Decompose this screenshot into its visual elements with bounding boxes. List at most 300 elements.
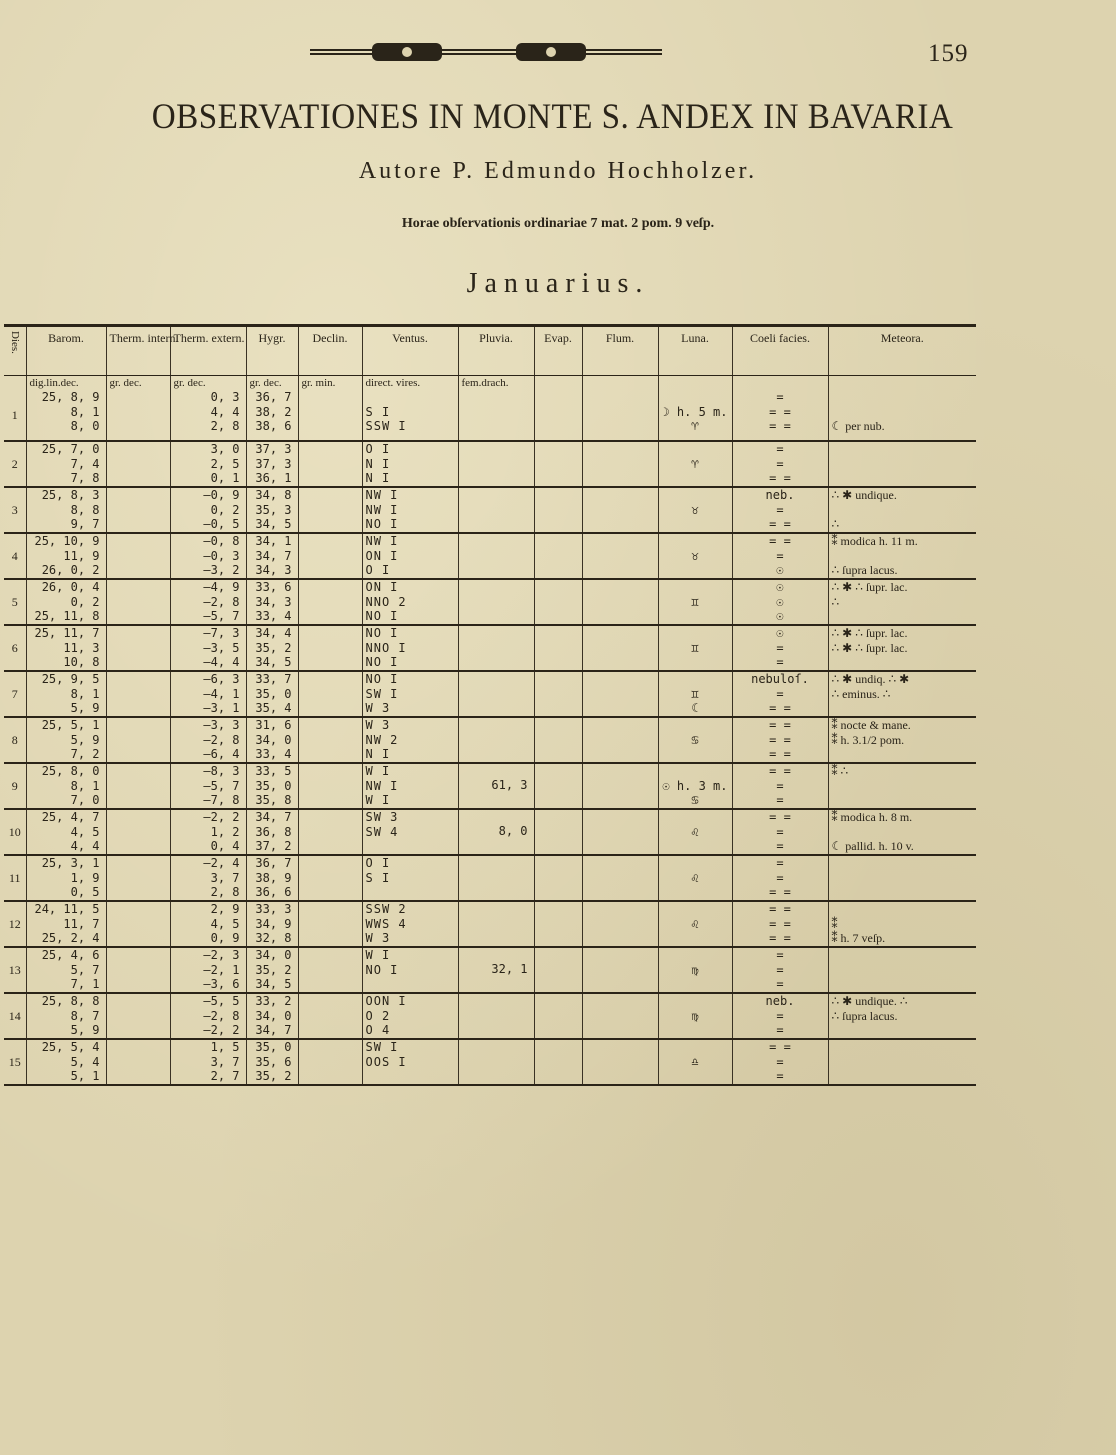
barom-cell-line: 11, 3: [63, 640, 100, 655]
therm-intern-cell: [106, 1039, 170, 1085]
declin-cell: [298, 717, 362, 763]
ventus-cell-line: W I: [365, 793, 391, 807]
day-cell-value: 14: [8, 1008, 21, 1023]
barom-cell-line: 4, 5: [70, 824, 100, 839]
luna-cell-line: [662, 1069, 729, 1084]
luna-cell-line: [662, 718, 729, 733]
luna-cell-line: ♋: [691, 793, 699, 807]
declin-cell: [298, 993, 362, 1039]
hygr-cell-line: 34, 3: [255, 594, 292, 609]
coeli-facies-cell-line: = =: [769, 810, 791, 824]
day-cell-value: 8: [11, 732, 18, 747]
ventus-cell: [362, 993, 458, 1039]
day-cell-value: 4: [11, 548, 18, 563]
header-barom: Barom.: [26, 326, 106, 376]
coeli-facies-cell-line: =: [776, 856, 784, 870]
luna-cell: [658, 671, 732, 717]
hygr-cell-line: 38, 6: [255, 419, 292, 433]
unit-therm-extern: gr. dec.: [170, 376, 246, 391]
barom-cell-line: 0, 5: [70, 885, 100, 899]
day-cell-value: 9: [11, 778, 18, 793]
luna-cell: [658, 763, 732, 809]
coeli-facies-cell-line: = =: [769, 517, 791, 531]
therm-extern-cell-line: 0, 3: [210, 390, 240, 404]
therm-extern-cell-line: —7, 3: [203, 626, 240, 640]
table-row: [4, 901, 976, 947]
ventus-cell-line: ON I: [365, 548, 399, 563]
barom-cell-line: 8, 1: [70, 778, 100, 793]
day-cell-value: 2: [11, 456, 18, 471]
coeli-facies-cell-line: = =: [769, 902, 791, 916]
therm-extern-cell-line: —0, 8: [203, 534, 240, 548]
day-cell-value: 13: [8, 962, 21, 977]
therm-extern-cell-line: —6, 4: [203, 747, 240, 761]
declin-cell: [298, 809, 362, 855]
table-row: [4, 809, 976, 855]
declin-cell: [298, 390, 362, 441]
hygr-cell: [246, 390, 298, 441]
unit-meteora: [828, 376, 976, 391]
coeli-facies-cell-line: =: [776, 442, 784, 456]
barom-cell-line: 11, 9: [63, 548, 100, 563]
day-cell-value: 1: [11, 407, 18, 422]
day-cell: [4, 1039, 26, 1085]
pluvia-cell: [458, 487, 534, 533]
luna-cell-line: ♊: [691, 640, 699, 655]
meteora-cell: [828, 809, 976, 855]
meteora-cell-line: ∴ ✱ undique. ∴: [831, 994, 908, 1008]
therm-extern-cell-line: —2, 8: [203, 1008, 240, 1023]
day-cell-value: 5: [11, 594, 18, 609]
luna-cell-line: [662, 488, 729, 503]
coeli-facies-cell-line: =: [776, 977, 784, 991]
day-cell: [4, 717, 26, 763]
therm-extern-cell-line: —2, 8: [203, 594, 240, 609]
coeli-facies-cell-line: = =: [769, 701, 791, 715]
coeli-facies-cell-line: =: [776, 778, 784, 793]
coeli-facies-cell: [732, 947, 828, 993]
therm-extern-cell-line: —3, 6: [203, 977, 240, 991]
header-declin: Declin.: [298, 326, 362, 376]
coeli-facies-cell-line: =: [776, 655, 784, 669]
ventus-cell-line: W 3: [365, 718, 391, 732]
declin-cell: [298, 625, 362, 671]
meteora-cell-line: ∴: [831, 594, 840, 609]
meteora-cell: [828, 487, 976, 533]
evap-cell: [534, 763, 582, 809]
hygr-cell-line: 35, 4: [255, 701, 292, 715]
flum-cell: [582, 855, 658, 901]
hygr-cell: [246, 763, 298, 809]
hygr-cell-line: 35, 0: [255, 1040, 292, 1054]
meteora-cell-line: [832, 793, 974, 808]
ventus-cell: [362, 1039, 458, 1085]
pluvia-cell: [458, 533, 534, 579]
barom-cell-line: 25, 8, 0: [41, 764, 100, 778]
ventus-cell: [362, 763, 458, 809]
luna-cell: [658, 441, 732, 487]
ventus-cell: [362, 855, 458, 901]
ventus-cell-line: [366, 885, 455, 900]
hygr-cell-line: 34, 0: [255, 948, 292, 962]
barom-cell-line: 25, 7, 0: [41, 442, 100, 456]
ventus-cell: [362, 809, 458, 855]
therm-extern-cell: [170, 533, 246, 579]
ventus-cell-line: SW I: [365, 686, 399, 701]
hygr-cell-line: 33, 4: [255, 609, 292, 623]
luna-cell-line: ♌: [691, 870, 699, 885]
day-cell: [4, 579, 26, 625]
therm-intern-cell: [106, 533, 170, 579]
luna-cell-line: ♈: [691, 419, 699, 433]
day-cell-value: 7: [11, 686, 18, 701]
header-meteora: Meteora.: [828, 326, 976, 376]
luna-cell: [658, 901, 732, 947]
meteora-cell-line: ∴ ſupra lacus.: [831, 1008, 898, 1023]
flum-cell: [582, 809, 658, 855]
meteora-cell-line: [832, 655, 974, 670]
therm-intern-cell: [106, 855, 170, 901]
therm-extern-cell-line: —4, 4: [203, 655, 240, 669]
day-cell: [4, 671, 26, 717]
luna-cell-line: [662, 390, 729, 405]
therm-extern-cell: [170, 579, 246, 625]
hygr-cell-line: 34, 7: [255, 1023, 292, 1037]
pluvia-cell-value: 61, 3: [491, 778, 528, 792]
coeli-facies-cell-line: =: [776, 1008, 784, 1023]
barom-cell-line: 5, 9: [70, 701, 100, 715]
declin-cell: [298, 533, 362, 579]
pluvia-cell: [458, 671, 534, 717]
therm-extern-cell-line: —2, 4: [203, 856, 240, 870]
ventus-cell-line: NW I: [365, 534, 399, 548]
barom-cell: [26, 993, 106, 1039]
meteora-cell-line: [832, 390, 974, 405]
hygr-cell-line: 34, 7: [255, 810, 292, 824]
ventus-cell-line: O I: [365, 856, 391, 870]
barom-cell: [26, 625, 106, 671]
barom-cell-line: 7, 4: [70, 456, 100, 471]
coeli-facies-cell: [732, 717, 828, 763]
hygr-cell-line: 34, 4: [255, 626, 292, 640]
coeli-facies-cell: [732, 1039, 828, 1085]
hygr-cell-line: 33, 2: [255, 994, 292, 1008]
barom-cell: [26, 809, 106, 855]
coeli-facies-cell: [732, 763, 828, 809]
coeli-facies-cell-line: = =: [769, 916, 791, 931]
ventus-cell-line: W 3: [365, 931, 391, 945]
ventus-cell-line: N I: [365, 747, 391, 761]
ventus-cell-line: NW I: [365, 778, 399, 793]
luna-cell-line: [662, 1023, 729, 1038]
coeli-facies-cell-line: =: [776, 793, 784, 807]
meteora-cell: [828, 579, 976, 625]
hygr-cell-line: 35, 2: [255, 962, 292, 977]
luna-cell: [658, 487, 732, 533]
ventus-cell-line: NW I: [365, 488, 399, 502]
therm-extern-cell-line: 2, 9: [210, 902, 240, 916]
table-row: [4, 579, 976, 625]
barom-cell-line: 25, 3, 1: [41, 856, 100, 870]
ventus-cell-line: N I: [365, 456, 391, 471]
header-evap: Evap.: [534, 326, 582, 376]
table-row: [4, 717, 976, 763]
unit-pluvia: fem.drach.: [458, 376, 534, 391]
luna-cell-line: [662, 563, 729, 578]
barom-cell: [26, 855, 106, 901]
barom-cell-line: 5, 9: [70, 1023, 100, 1037]
luna-cell-line: ♈: [691, 456, 699, 471]
meteora-cell: [828, 763, 976, 809]
coeli-facies-cell: [732, 579, 828, 625]
therm-extern-cell-line: —0, 9: [203, 488, 240, 502]
coeli-facies-cell-line: = =: [769, 471, 791, 485]
ventus-cell-line: O 4: [365, 1023, 391, 1037]
hygr-cell: [246, 717, 298, 763]
meteora-cell: [828, 1039, 976, 1085]
luna-cell: [658, 390, 732, 441]
meteora-cell-line: [832, 1023, 974, 1038]
barom-cell-line: 25, 11, 8: [34, 609, 100, 623]
pluvia-cell: [458, 717, 534, 763]
table-row: [4, 1039, 976, 1085]
pluvia-cell: [458, 855, 534, 901]
luna-cell-line: [662, 977, 729, 992]
hygr-cell: [246, 487, 298, 533]
barom-cell: [26, 717, 106, 763]
evap-cell: [534, 579, 582, 625]
ventus-cell-line: NNO 2: [365, 594, 407, 609]
therm-intern-cell: [106, 487, 170, 533]
day-cell-value: 10: [8, 824, 21, 839]
therm-intern-cell: [106, 763, 170, 809]
meteora-cell: [828, 717, 976, 763]
luna-cell: [658, 579, 732, 625]
coeli-facies-cell-line: = =: [769, 419, 791, 433]
declin-cell: [298, 901, 362, 947]
ventus-cell-line: NO I: [365, 517, 399, 531]
ventus-cell-line: NO I: [365, 655, 399, 669]
therm-extern-cell: [170, 487, 246, 533]
therm-extern-cell-line: —0, 3: [203, 548, 240, 563]
evap-cell: [534, 1039, 582, 1085]
coeli-facies-cell-line: = =: [769, 1040, 791, 1054]
table-body: [4, 390, 976, 1085]
author-line: Autore P. Edmundo Hochholzer.: [358, 158, 758, 184]
flum-cell: [582, 487, 658, 533]
therm-intern-cell: [106, 901, 170, 947]
luna-cell-line: ♌: [691, 824, 699, 839]
barom-cell-line: 4, 4: [70, 839, 100, 853]
pluvia-cell: [458, 390, 534, 441]
ventus-cell-line: [366, 977, 455, 992]
hygr-cell: [246, 855, 298, 901]
hygr-cell-line: 33, 5: [255, 764, 292, 778]
hygr-cell: [246, 947, 298, 993]
day-cell: [4, 809, 26, 855]
ventus-cell: [362, 671, 458, 717]
ventus-cell-line: [366, 839, 455, 854]
luna-cell-line: ♋: [691, 732, 699, 747]
hygr-cell-line: 33, 3: [255, 902, 292, 916]
meteora-cell-line: [832, 779, 974, 794]
therm-extern-cell: [170, 671, 246, 717]
luna-cell: [658, 1039, 732, 1085]
hygr-cell-line: 37, 2: [255, 839, 292, 853]
hygr-cell-line: 33, 6: [255, 580, 292, 594]
hygr-cell-line: 34, 8: [255, 488, 292, 502]
barom-cell: [26, 1039, 106, 1085]
ventus-cell: [362, 441, 458, 487]
luna-cell-line: ♉: [691, 502, 699, 517]
pluvia-cell-value: 32, 1: [491, 962, 528, 976]
therm-extern-cell-line: 2, 8: [210, 419, 240, 433]
unit-flum: [582, 376, 658, 391]
pluvia-cell: [458, 441, 534, 487]
coeli-facies-cell-line: =: [776, 390, 784, 404]
day-cell: [4, 625, 26, 671]
ventus-cell-line: OOS I: [365, 1054, 407, 1069]
hygr-cell: [246, 901, 298, 947]
page-number: 159: [928, 40, 969, 67]
ventus-cell-line: SSW 2: [365, 902, 407, 916]
pluvia-cell: [458, 809, 534, 855]
therm-intern-cell: [106, 579, 170, 625]
flum-cell: [582, 441, 658, 487]
therm-extern-cell-line: —3, 5: [203, 640, 240, 655]
luna-cell-line: [662, 580, 729, 595]
therm-extern-cell-line: 0, 1: [210, 471, 240, 485]
ventus-cell-line: W 3: [365, 701, 391, 715]
therm-extern-cell-line: —2, 8: [203, 732, 240, 747]
luna-cell-line: ♌: [691, 916, 699, 931]
barom-cell-line: 8, 8: [70, 502, 100, 517]
hygr-cell-line: 33, 4: [255, 747, 292, 761]
coeli-facies-cell-line: nebuloſ.: [751, 672, 809, 686]
therm-extern-cell: [170, 809, 246, 855]
therm-extern-cell-line: —2, 1: [203, 962, 240, 977]
coeli-facies-cell-line: neb.: [765, 488, 795, 502]
therm-extern-cell-line: —4, 1: [203, 686, 240, 701]
therm-extern-cell: [170, 855, 246, 901]
day-cell-value: 15: [8, 1054, 21, 1069]
luna-cell: [658, 717, 732, 763]
therm-extern-cell-line: 3, 7: [210, 870, 240, 885]
coeli-facies-cell-line: =: [776, 502, 784, 517]
evap-cell: [534, 809, 582, 855]
meteora-cell-line: ⁑: [831, 916, 838, 931]
flum-cell: [582, 947, 658, 993]
observation-table: [4, 324, 976, 1086]
meteora-cell-line: ∴ ✱ ∴ ſupr. lac.: [831, 580, 908, 594]
ventus-cell-line: W I: [365, 948, 391, 962]
barom-cell-line: 10, 8: [63, 655, 100, 669]
therm-extern-cell: [170, 947, 246, 993]
therm-extern-cell: [170, 1039, 246, 1085]
luna-cell-line: [662, 931, 729, 946]
luna-cell-line: ☉ h. 3 m.: [662, 778, 728, 793]
luna-cell-line: ♊: [691, 594, 699, 609]
hygr-cell: [246, 809, 298, 855]
therm-extern-cell: [170, 901, 246, 947]
coeli-facies-cell: [732, 809, 828, 855]
barom-cell-line: 0, 2: [70, 594, 100, 609]
luna-cell: [658, 809, 732, 855]
day-cell: [4, 533, 26, 579]
meteora-cell-line: ☾ pallid. h. 10 v.: [831, 839, 914, 853]
meteora-cell: [828, 390, 976, 441]
barom-cell: [26, 390, 106, 441]
header-therm-intern: Therm. intern.: [106, 326, 170, 376]
hygr-cell-line: 35, 0: [255, 686, 292, 701]
meteora-cell-line: ⁑ modica h. 11 m.: [831, 534, 918, 548]
ventus-cell-line: SW 3: [365, 810, 399, 824]
barom-cell-line: 8, 1: [70, 686, 100, 701]
day-cell: [4, 487, 26, 533]
evap-cell: [534, 390, 582, 441]
coeli-facies-cell: [732, 441, 828, 487]
coeli-facies-cell: [732, 993, 828, 1039]
luna-cell-line: [662, 626, 729, 641]
hygr-cell: [246, 671, 298, 717]
ventus-cell-line: O 2: [365, 1008, 391, 1023]
barom-cell-line: 7, 8: [70, 471, 100, 485]
ventus-cell-line: [366, 1069, 455, 1084]
ventus-cell-line: S I: [365, 870, 391, 885]
table-row: [4, 947, 976, 993]
coeli-facies-cell-line: ☉: [776, 563, 784, 577]
declin-cell: [298, 671, 362, 717]
unit-declin: gr. min.: [298, 376, 362, 391]
meteora-cell: [828, 671, 976, 717]
ventus-cell-line: O I: [365, 442, 391, 456]
therm-extern-cell-line: —2, 3: [203, 948, 240, 962]
meteora-cell-line: ∴ ✱ ∴ ſupr. lac.: [831, 626, 908, 640]
evap-cell: [534, 717, 582, 763]
luna-cell-line: ☾: [691, 701, 699, 715]
barom-cell-line: 5, 4: [70, 1054, 100, 1069]
meteora-cell-line: [832, 549, 974, 564]
day-cell: [4, 441, 26, 487]
unit-evap: [534, 376, 582, 391]
hygr-cell-line: 35, 6: [255, 1054, 292, 1069]
coeli-facies-cell-line: = =: [769, 764, 791, 778]
evap-cell: [534, 533, 582, 579]
therm-intern-cell: [106, 625, 170, 671]
hygr-cell-line: 36, 7: [255, 856, 292, 870]
pluvia-cell: [458, 1039, 534, 1085]
evap-cell: [534, 671, 582, 717]
ventus-cell: [362, 579, 458, 625]
hygr-cell-line: 35, 2: [255, 640, 292, 655]
ventus-cell: [362, 625, 458, 671]
meteora-cell: [828, 533, 976, 579]
meteora-cell-line: ☾ per nub.: [831, 419, 885, 433]
table-row: [4, 993, 976, 1039]
ventus-cell-line: NO I: [365, 609, 399, 623]
barom-cell-line: 26, 0, 4: [41, 580, 100, 594]
day-cell: [4, 993, 26, 1039]
hygr-cell: [246, 533, 298, 579]
luna-cell-line: [662, 994, 729, 1009]
barom-cell-line: 24, 11, 5: [34, 902, 100, 916]
hygr-cell-line: 33, 7: [255, 672, 292, 686]
pluvia-cell: [458, 901, 534, 947]
ventus-cell: [362, 717, 458, 763]
therm-extern-cell-line: —7, 8: [203, 793, 240, 807]
barom-cell-line: 26, 0, 2: [41, 563, 100, 577]
declin-cell: [298, 441, 362, 487]
